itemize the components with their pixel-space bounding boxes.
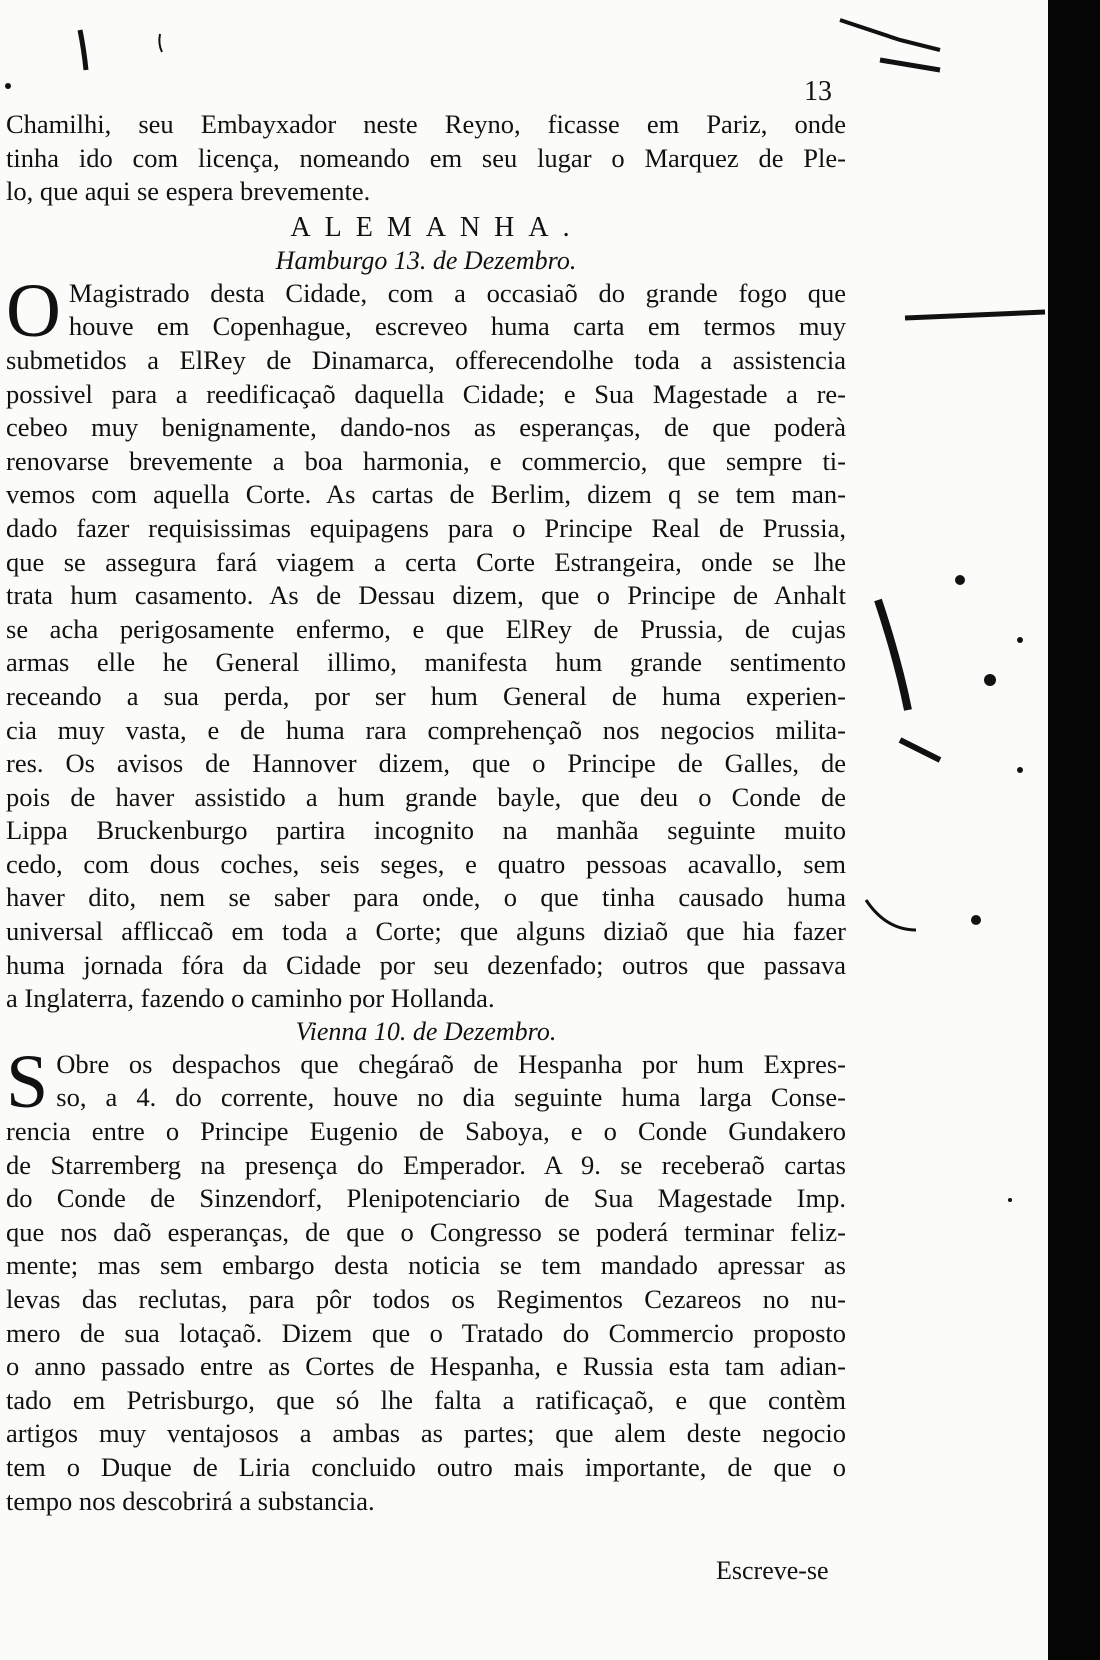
drop-cap: O (6, 268, 61, 353)
intro-text (6, 108, 846, 209)
dateline-vienna: Vienna 10. de Dezembro. (295, 1016, 557, 1046)
text-line: cia muy vasta, e de huma rara comprehençaõ nos negocios milita- (6, 714, 846, 745)
text-line: tem o Duque de Liria concluido outro mais importante, de que o (6, 1451, 846, 1482)
section-heading: ALEMANHA. (290, 211, 584, 243)
text-line: pois de haver assistido a hum grande bayle, que deu o Conde de (6, 781, 846, 812)
text-line: que se assegura fará viagem a certa Corte Estrangeira, onde se lhe (6, 546, 846, 577)
text-line: vemos com aquella Corte. As cartas de Berlim, dizem q se tem man- (6, 479, 846, 510)
catchword: Escreve-se (716, 1556, 829, 1585)
article-body (6, 108, 846, 1518)
text-line: so, a 4. do corrente, houve no dia seguinte huma larga Conse- (56, 1082, 846, 1113)
text-line: artigos muy ventajosos a ambas as partes; que alem deste negocio (6, 1418, 846, 1449)
text-line: o anno passado entre as Cortes de Hespanha, e Russia esta tam adian- (6, 1351, 846, 1382)
text-line: tempo nos descobrirá a substancia. (6, 1485, 375, 1516)
text-line: tado em Petrisburgo, que só lhe falta a ratificaçaõ, e que contèm (6, 1384, 846, 1415)
text-line: Obre os despachos que chegáraõ de Hespanha por hum Expres- (56, 1048, 846, 1079)
drop-cap: S (6, 1039, 49, 1124)
text-line: cebeo muy benignamente, dando-nos as esperanças, de que poderà (6, 412, 846, 443)
text-line: levas das reclutas, para pôr todos os Regimentos Cezareos no nu- (6, 1284, 846, 1314)
text-line: do Conde de Sinzendorf, Plenipotenciario de Sua Magestade Imp. (6, 1183, 846, 1214)
text-line: a Inglaterra, fazendo o caminho por Hollanda. (6, 983, 495, 1014)
text-line: dado fazer requisissimas equipagens para o Principe Real de Prussia, (6, 512, 846, 543)
text-line: que nos daõ esperanças, de que o Congresso se poderá terminar feliz- (6, 1216, 846, 1247)
text-line: possivel para a reedificaçaõ daquella Cidade; e Sua Magestade a re- (6, 378, 846, 409)
text-line: Chamilhi, seu Embayxador neste Reyno, ficasse em Pariz, onde (6, 109, 846, 139)
text-line: Lippa Bruckenburgo partira incognito na manhãa seguinte muito (6, 815, 846, 846)
text-line: mero de sua lotaçaõ. Dizem que o Tratado do Commercio proposto (6, 1317, 846, 1348)
scan-border (1048, 0, 1100, 1660)
text-line: haver dito, nem se saber para onde, o que tinha causado huma (6, 882, 846, 913)
text-line: houve em Copenhague, escreveo huma carta em termos muy (68, 311, 846, 342)
paragraph-hamburgo (6, 268, 846, 1016)
text-line: lo, que aqui se espera brevemente. (6, 176, 371, 207)
text-line: trata hum casamento. As de Dessau dizem, que o Principe de Anhalt (6, 580, 846, 611)
text-line: Magistrado desta Cidade, com a occasiaõ do grande fogo que (68, 277, 846, 308)
text-line: tinha ido com licença, nomeando em seu lugar o Marquez de Ple- (6, 142, 846, 173)
text-line: se acha perigosamente enfermo, e que ElRey de Prussia, de cujas (6, 613, 846, 644)
text-line: huma jornada fóra da Cidade por seu dezenfado; outros que passava (6, 949, 846, 980)
text-line: mente; mas sem embargo desta noticia se tem mandado apressar as (6, 1250, 846, 1281)
text-line: submetidos a ElRey de Dinamarca, offerecendolhe toda a assistencia (6, 344, 846, 375)
text-line: renovarse brevemente a boa harmonia, e commercio, que sempre ti- (6, 445, 846, 476)
text-line: armas elle he General illimo, manifesta hum grande sentimento (6, 647, 846, 678)
text-line: universal affliccaõ em toda a Corte; que alguns diziaõ que hia fazer (6, 916, 846, 947)
text-line: de Starremberg na presença do Emperador. A 9. se receberaõ cartas (6, 1149, 846, 1180)
text-line: receando a sua perda, por ser hum General de huma experien- (6, 680, 846, 711)
paragraph-vienna (6, 1039, 846, 1518)
text-line: cedo, com dous coches, seis seges, e quatro pessoas acavallo, sem (6, 848, 846, 879)
text-line: res. Os avisos de Hannover dizem, que o Principe de Galles, de (6, 748, 846, 779)
page-number: 13 (804, 76, 832, 107)
text-line: rencia entre o Principe Eugenio de Saboya, e o Conde Gundakero (6, 1116, 846, 1147)
dateline-hamburgo: Hamburgo 13. de Dezembro. (275, 245, 577, 275)
